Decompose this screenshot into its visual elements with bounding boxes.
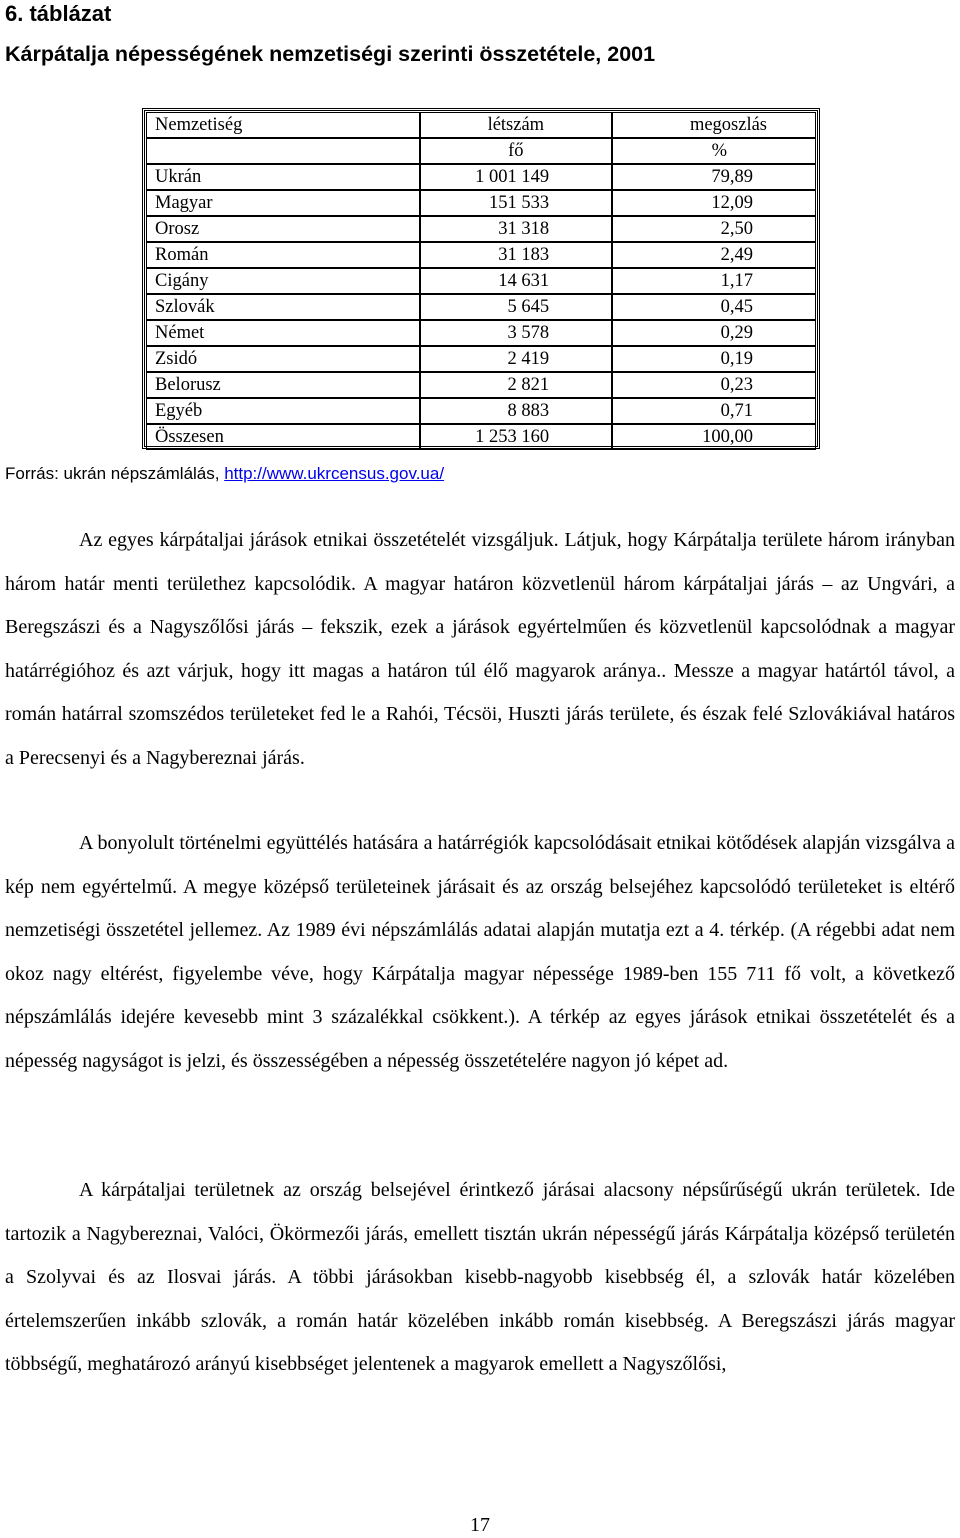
table-row xyxy=(146,346,816,372)
row-count: 151 533 xyxy=(420,190,612,216)
source-note xyxy=(5,463,444,485)
header-count: létszám xyxy=(420,112,612,138)
row-count: 31 318 xyxy=(420,216,612,242)
row-nationality: Cigány xyxy=(146,268,420,294)
row-count: 2 419 xyxy=(420,346,612,372)
paragraph-text: A bonyolult történelmi együttélés hatására a határrégiók kapcsolódásait etnikai kötődések alapján vizsgálva a kép nem egyértelmű. A megye középső területeinek járásait és az ország belsejéhez kapcsolódó területeket is eltérő nemzetiségi összetétel jellemez. Az 1989 évi népszámlálás adatai alapján mutatja ezt a 4. térkép. (A régebbi adat nem okoz nagy eltérést, figyelembe véve, hogy Kárpátalja magyar népessége 1989-ben 155 711 fő volt, a következő népszámlálás idejére kevesebb mint 3 százalékkal csökkent.). A térkép az egyes járások etnikai összetételét és a népesség nagyságot is jelzi, és összességében a népesség összetételére nagyon jó képet ad. xyxy=(5,832,955,1072)
row-share: 12,09 xyxy=(612,190,816,216)
row-nationality: Német xyxy=(146,320,420,346)
row-share: 0,19 xyxy=(612,346,816,372)
source-link[interactable]: http://www.ukrcensus.gov.ua/ xyxy=(224,464,445,483)
row-share: 79,89 xyxy=(612,164,816,190)
header-share: megoszlás xyxy=(612,112,816,138)
row-nationality: Román xyxy=(146,242,420,268)
table-row xyxy=(146,216,816,242)
row-share: 0,45 xyxy=(612,294,816,320)
paragraph-text: A kárpátaljai területnek az ország belsejével érintkező járásai alacsony népsűrűségű ukrán területek. Ide tartozik a Nagybereznai, Valóci, Ökörmezői járás, emellett tisztán ukrán népességű járás Kárpátalja középső területén a Szolyvai és az Ilosvai járás. A többi járásokban kisebb-nagyobb kisebbség él, a szlovák határ közelében értelemszerűen inkább szlovák, a román határ közelében inkább román kisebbség. A Beregszászi járás magyar többségű, meghatározó arányú kisebbséget jelentenek a magyarok emellett a Nagyszőlősi, xyxy=(5,1179,955,1375)
row-nationality: Szlovák xyxy=(146,294,420,320)
table-title: Kárpátalja népességének nemzetiségi szerinti összetétele, 2001 xyxy=(5,42,656,66)
table-row xyxy=(146,268,816,294)
row-count: 31 183 xyxy=(420,242,612,268)
body-paragraph-1 xyxy=(5,519,955,780)
table-row xyxy=(146,398,816,424)
row-nationality: Belorusz xyxy=(146,372,420,398)
unit-share: % xyxy=(612,138,816,164)
row-nationality: Egyéb xyxy=(146,398,420,424)
row-nationality: Zsidó xyxy=(146,346,420,372)
body-paragraph-3 xyxy=(5,1169,955,1387)
row-count: 8 883 xyxy=(420,398,612,424)
row-count: 5 645 xyxy=(420,294,612,320)
row-share: 0,71 xyxy=(612,398,816,424)
row-nationality: Magyar xyxy=(146,190,420,216)
row-share: 2,50 xyxy=(612,216,816,242)
row-share: 2,49 xyxy=(612,242,816,268)
body-paragraph-2 xyxy=(5,822,955,1083)
table-row-total xyxy=(146,424,816,450)
table-row xyxy=(146,164,816,190)
row-count: 2 821 xyxy=(420,372,612,398)
row-nationality: Orosz xyxy=(146,216,420,242)
table-label: 6. táblázat xyxy=(5,1,112,26)
table-row xyxy=(146,190,816,216)
source-label: Forrás: ukrán népszámlálás, xyxy=(5,464,225,483)
unit-count: fő xyxy=(420,138,612,164)
table-header-row xyxy=(146,112,816,138)
page-number: 17 xyxy=(470,1514,490,1536)
table-row xyxy=(146,320,816,346)
row-nationality: Ukrán xyxy=(146,164,420,190)
table-row xyxy=(146,242,816,268)
table-row xyxy=(146,372,816,398)
row-share: 100,00 xyxy=(612,424,816,450)
row-count: 1 253 160 xyxy=(420,424,612,450)
population-table-grid xyxy=(146,112,816,450)
row-share: 1,17 xyxy=(612,268,816,294)
population-table xyxy=(142,108,820,449)
table-unit-row xyxy=(146,138,816,164)
row-nationality: Összesen xyxy=(146,424,420,450)
row-count: 3 578 xyxy=(420,320,612,346)
row-count: 1 001 149 xyxy=(420,164,612,190)
row-count: 14 631 xyxy=(420,268,612,294)
header-nationality: Nemzetiség xyxy=(146,112,420,138)
paragraph-text: Az egyes kárpátaljai járások etnikai összetételét vizsgáljuk. Látjuk, hogy Kárpátalja területe három irányban három határ menti területhez kapcsolódik. A magyar határon közvetlenül három kárpátaljai járás – az Ungvári, a Beregszászi és a Nagyszőlősi járás – fekszik, ezek a járások egyértelműen és közvetlenül kapcsolódnak a magyar határrégióhoz és azt várjuk, hogy itt magas a határon túl élő magyarok aránya.. Messze a magyar határtól távol, a román határral szomszédos területeket fed le a Rahói, Técsöi, Huszti járás területe, és észak felé Szlovákiával határos a Perecsenyi és a Nagybereznai járás. xyxy=(5,529,955,769)
unit-empty-cell xyxy=(146,138,420,164)
table-row xyxy=(146,294,816,320)
row-share: 0,23 xyxy=(612,372,816,398)
row-share: 0,29 xyxy=(612,320,816,346)
